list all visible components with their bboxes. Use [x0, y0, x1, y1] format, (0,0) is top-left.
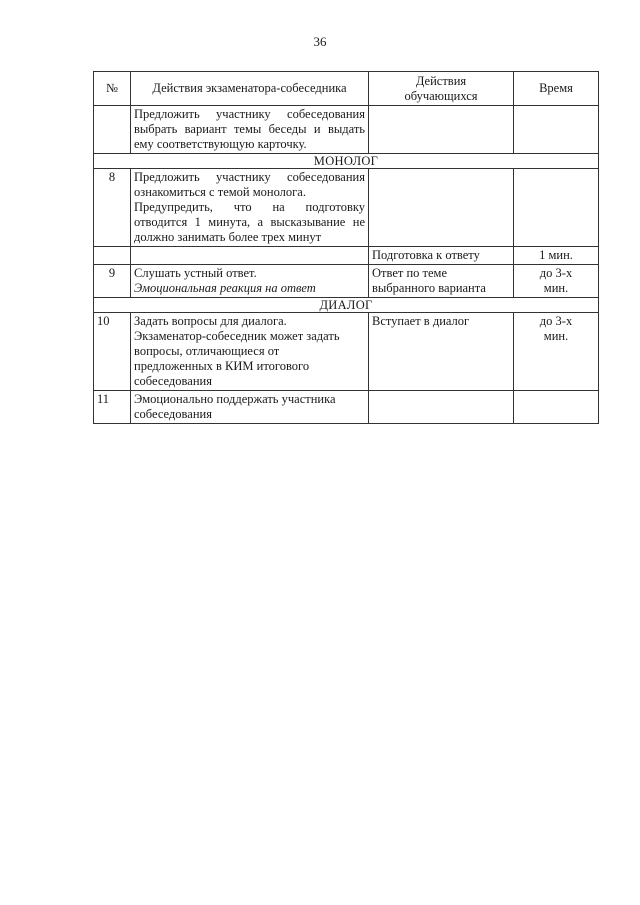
- row-examiner-action: [131, 247, 369, 265]
- table-row: [94, 391, 599, 424]
- row-time: [514, 391, 599, 424]
- header-examiner: Действия экзаменатора-собеседника: [131, 72, 369, 106]
- header-num: №: [94, 72, 131, 106]
- row-student-action: [369, 169, 514, 247]
- table-row: [94, 169, 599, 247]
- table-row: [94, 313, 599, 391]
- table-row: [94, 247, 599, 265]
- row-examiner-action: Эмоционально поддержать участника собеседования: [131, 391, 369, 424]
- procedure-table: [93, 71, 599, 424]
- row-time: 1 мин.: [514, 247, 599, 265]
- row-examiner-action: [131, 169, 369, 247]
- row-num: 9: [94, 265, 131, 298]
- row-examiner-action: Предложить участнику собеседования выбрать вариант темы беседы и выдать ему соответствующую карточку.: [131, 106, 369, 154]
- table-row: [94, 265, 599, 298]
- row-examiner-action: [131, 265, 369, 298]
- examiner-line: Предложить участнику собеседования ознакомиться с темой монолога.: [134, 170, 365, 199]
- row-num: [94, 106, 131, 154]
- examiner-line: Предупредить, что на подготовку отводится 1 минута, а высказывание не должно занимать более трех минут: [134, 200, 365, 244]
- section-row: [94, 298, 599, 313]
- row-time: [514, 106, 599, 154]
- row-num: [94, 247, 131, 265]
- header-time: Время: [514, 72, 599, 106]
- examiner-italic-text: Эмоциональная реакция на ответ: [134, 281, 316, 295]
- row-student-action: [369, 391, 514, 424]
- header-students: Действия обучающихся: [369, 72, 514, 106]
- row-student-action: Подготовка к ответу: [369, 247, 514, 265]
- row-examiner-action: Задать вопросы для диалога. Экзаменатор-собеседник может задать вопросы, отличающиеся от предложенных в КИМ итогового собеседования: [131, 313, 369, 391]
- row-student-action: [369, 106, 514, 154]
- row-time: до 3-х мин.: [514, 313, 599, 391]
- section-title-monologue: МОНОЛОГ: [94, 154, 599, 169]
- row-student-action: Вступает в диалог: [369, 313, 514, 391]
- table-header-row: [94, 72, 599, 106]
- row-num: 10: [94, 313, 131, 391]
- row-time: до 3-х мин.: [514, 265, 599, 298]
- examiner-main-text: Слушать устный ответ.: [134, 266, 257, 280]
- table-row: [94, 106, 599, 154]
- page-number: 36: [313, 34, 327, 49]
- row-num: 11: [94, 391, 131, 424]
- row-time: [514, 169, 599, 247]
- section-row: [94, 154, 599, 169]
- row-student-action: Ответ по теме выбранного варианта: [369, 265, 514, 298]
- row-num: 8: [94, 169, 131, 247]
- section-title-dialogue: ДИАЛОГ: [94, 298, 599, 313]
